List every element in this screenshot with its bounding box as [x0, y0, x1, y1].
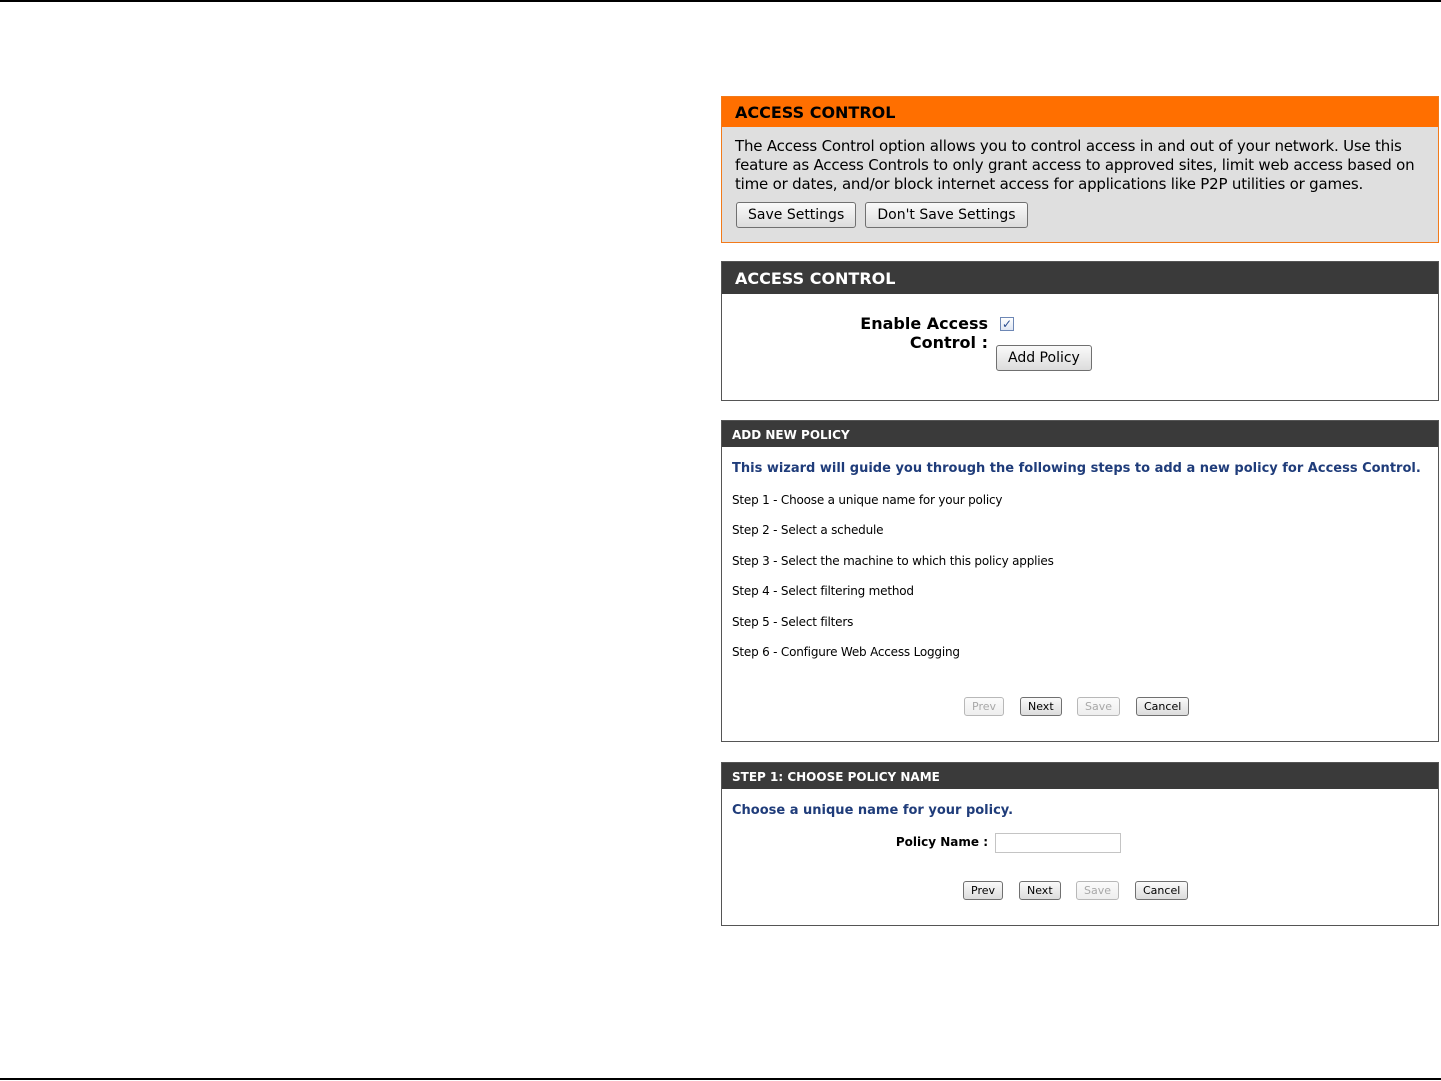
- add-new-policy-panel: [721, 420, 1439, 742]
- step-4-text: Step 4 - Select filtering method: [732, 584, 914, 598]
- save-settings-button[interactable]: Save Settings: [736, 202, 856, 228]
- access-control-description: The Access Control option allows you to control access in and out of your network. Use this feature as Access Controls to only grant access to approved sites, limit web access based on time or dates, and/or block internet access for applications like P2P utilities or games.: [735, 137, 1415, 193]
- top-divider: [0, 0, 1441, 2]
- check-icon: ✓: [1001, 317, 1013, 331]
- policy-name-label: Policy Name :: [895, 835, 988, 849]
- step1-next-button[interactable]: Next: [1019, 881, 1061, 900]
- step-1-text: Step 1 - Choose a unique name for your policy: [732, 493, 1003, 507]
- step-3-text: Step 3 - Select the machine to which this policy applies: [732, 554, 1054, 568]
- next-button[interactable]: Next: [1020, 697, 1062, 716]
- step1-policy-name-panel: [721, 762, 1439, 926]
- step1-cancel-button[interactable]: Cancel: [1135, 881, 1188, 900]
- step-5-text: Step 5 - Select filters: [732, 615, 854, 629]
- bottom-divider: [0, 1078, 1441, 1080]
- access-control-panel: [721, 261, 1439, 401]
- cancel-button[interactable]: Cancel: [1136, 697, 1189, 716]
- step1-save-button[interactable]: Save: [1076, 881, 1119, 900]
- prev-button[interactable]: Prev: [964, 697, 1004, 716]
- step-2-text: Step 2 - Select a schedule: [732, 523, 884, 537]
- policy-name-input[interactable]: [995, 833, 1121, 853]
- save-button[interactable]: Save: [1077, 697, 1120, 716]
- access-control-title: ACCESS CONTROL: [722, 262, 1438, 294]
- step1-intro-text: Choose a unique name for your policy.: [732, 803, 1014, 818]
- step1-prev-button[interactable]: Prev: [963, 881, 1003, 900]
- step1-title: STEP 1: CHOOSE POLICY NAME: [722, 763, 1438, 789]
- step-6-text: Step 6 - Configure Web Access Logging: [732, 645, 960, 659]
- access-control-intro-panel: [721, 96, 1439, 243]
- enable-access-control-checkbox[interactable]: [1000, 317, 1014, 331]
- intro-button-row: [722, 194, 1438, 228]
- enable-access-control-label: Enable Access Control :: [860, 314, 988, 352]
- wizard-intro-text: This wizard will guide you through the following steps to add a new policy for Access Control.: [732, 461, 1421, 476]
- add-new-policy-title: ADD NEW POLICY: [722, 421, 1438, 447]
- dont-save-settings-button[interactable]: Don't Save Settings: [865, 202, 1027, 228]
- access-control-intro-title: ACCESS CONTROL: [722, 97, 1438, 127]
- add-policy-button[interactable]: Add Policy: [996, 345, 1092, 371]
